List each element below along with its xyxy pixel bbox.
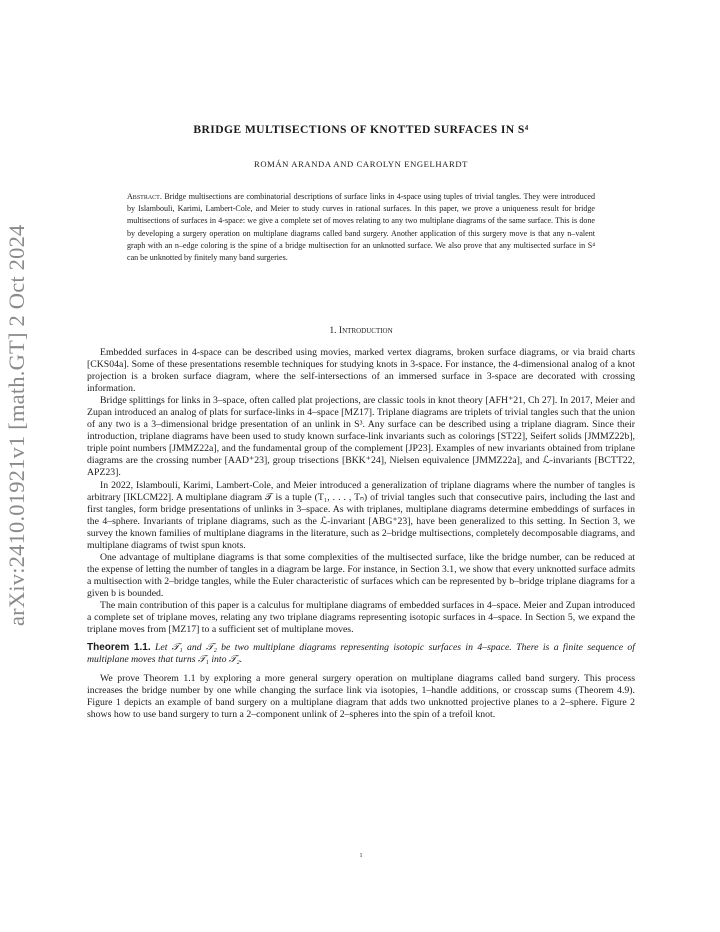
- paragraph: One advantage of multiplane diagrams is that some complexities of the multisected surface, like the bridge number, can be reduced at the expense of letting the number of tangles in a diagram be large. For instance, in Section 3.1, we show that every unknotted surface admits a multisection with 2–bridge tangles, while the Euler characteristic of surfaces which can be represented by b–bridge triplane diagrams for a given b is bounded.: [87, 551, 635, 599]
- section-heading: [87, 325, 635, 336]
- page-number: 1: [359, 853, 363, 859]
- paper-title: BRIDGE MULTISECTIONS OF KNOTTED SURFACES IN S⁴: [193, 123, 529, 136]
- paragraph: We prove Theorem 1.1 by exploring a more general surgery operation on multiplane diagrams called band surgery. This process increases the bridge number by one while changing the surface link via isotopies, 1–handle additions, or crosscap sums (Theorem 4.9). Figure 1 depicts an example of band surgery on a multiplane diagram that adds two unknotted projective planes to a 2–sphere. Figure 2 shows how to use band surgery to turn a 2–component unlink of 2–spheres into the spin of a trefoil knot.: [87, 673, 635, 721]
- abstract: [127, 191, 595, 264]
- paragraph: Embedded surfaces in 4-space can be described using movies, marked vertex diagrams, broken surface diagrams, or via braid charts [CKS04a]. Some of these presentations resemble techniques for studying knots in 3-space. For instance, the 4-dimensional analog of a knot projection is a broken surface diagram, where the self-intersections of an immersed surface in 3-space are decorated with crossing information.: [87, 347, 635, 395]
- paper-authors: ROMÁN ARANDA AND CAROLYN ENGELHARDT: [254, 159, 468, 169]
- section-number: 1.: [329, 325, 337, 336]
- paragraph: In 2022, Islambouli, Karimi, Lambert-Cole, and Meier introduced a generalization of triplane diagrams where the number of tangles is arbitrary [IKLCM22]. A multiplane diagram 𝒯 is a tuple (T₁, . . . , Tₙ) of trivial tangles such that consecutive pairs, including the last and first tangles, form bridge presentations of unlinks in 3–space. As with triplanes, multiplane diagrams determine embeddings of surfaces in the 4–sphere. Invariants of triplane diagrams, such as the ℒ-invariant [ABG⁺23], have been generalized to this setting. In Section 3, we survey the known families of multiplane diagrams in the literature, such as 2–bridge multisections, completely decomposable diagrams, and multiplane diagrams of twist spun knots.: [87, 479, 635, 551]
- theorem-block: [87, 642, 635, 666]
- section-title: Introduction: [338, 325, 393, 336]
- abstract-label: Abstract.: [127, 192, 162, 201]
- theorem-heading: Theorem 1.1.: [87, 642, 151, 654]
- body-text: [87, 347, 635, 721]
- paragraph: Bridge splittings for links in 3–space, often called plat projections, are classic tools in knot theory [AFH⁺21, Ch 27]. In 2017, Meier and Zupan introduced an analog of plats for surface-links in 4–space [MZ17]. Triplane diagrams are triplets of trivial tangles such that the union of any two is a 3–dimensional bridge presentation of an unlink in S³. Any surface can be described using a triplane diagram. Since their introduction, triplane diagrams have been used to study known surface-link invariants such as colorings [ST22], Seifert solids [JMMZ22b], triple point numbers [JMMZ22a], and the fundamental group of the complement [JP23]. Examples of new invariants obtained from triplane diagrams are the crossing number [AAD⁺23], group trisections [BKK⁺24], Nielsen equivalence [JMMZ22a], and ℒ-invariants [BCTT22, APZ23].: [87, 395, 635, 479]
- abstract-text: Bridge multisections are combinatorial descriptions of surface links in 4-space using tuples of trivial tangles. They were introduced by Islambouli, Karimi, Lambert-Cole, and Meier to study curves in rational surfaces. In this paper, we prove a uniqueness result for bridge multisections of surfaces in 4-space: we give a complete set of moves relating to any two multiplane diagrams of the same surface. This is done by developing a surgery operation on multiplane diagrams called band surgery. Another application of this surgery move is that any n–valent graph with an n–edge coloring is the spine of a bridge multisection for an unknotted surface. We also prove that any multisected surface in S⁴ can be unknotted by finitely many band surgeries.: [127, 192, 595, 263]
- paragraph: The main contribution of this paper is a calculus for multiplane diagrams of embedded surfaces in 4–space. Meier and Zupan introduced a complete set of triplane moves, relating any two triplane diagrams representing isotopic surfaces in 4–space. In Section 5, we expand the triplane moves from [MZ17] to a sufficient set of multiplane moves.: [87, 599, 635, 636]
- theorem-statement: Let 𝒯₁ and 𝒯₂ be two multiplane diagrams representing isotopic surfaces in 4–space. There is a finite sequence of multiplane moves that turns 𝒯₁ into 𝒯₂.: [87, 642, 635, 666]
- arxiv-identifier-stamp: arXiv:2410.01921v1 [math.GT] 2 Oct 2024: [4, 224, 29, 626]
